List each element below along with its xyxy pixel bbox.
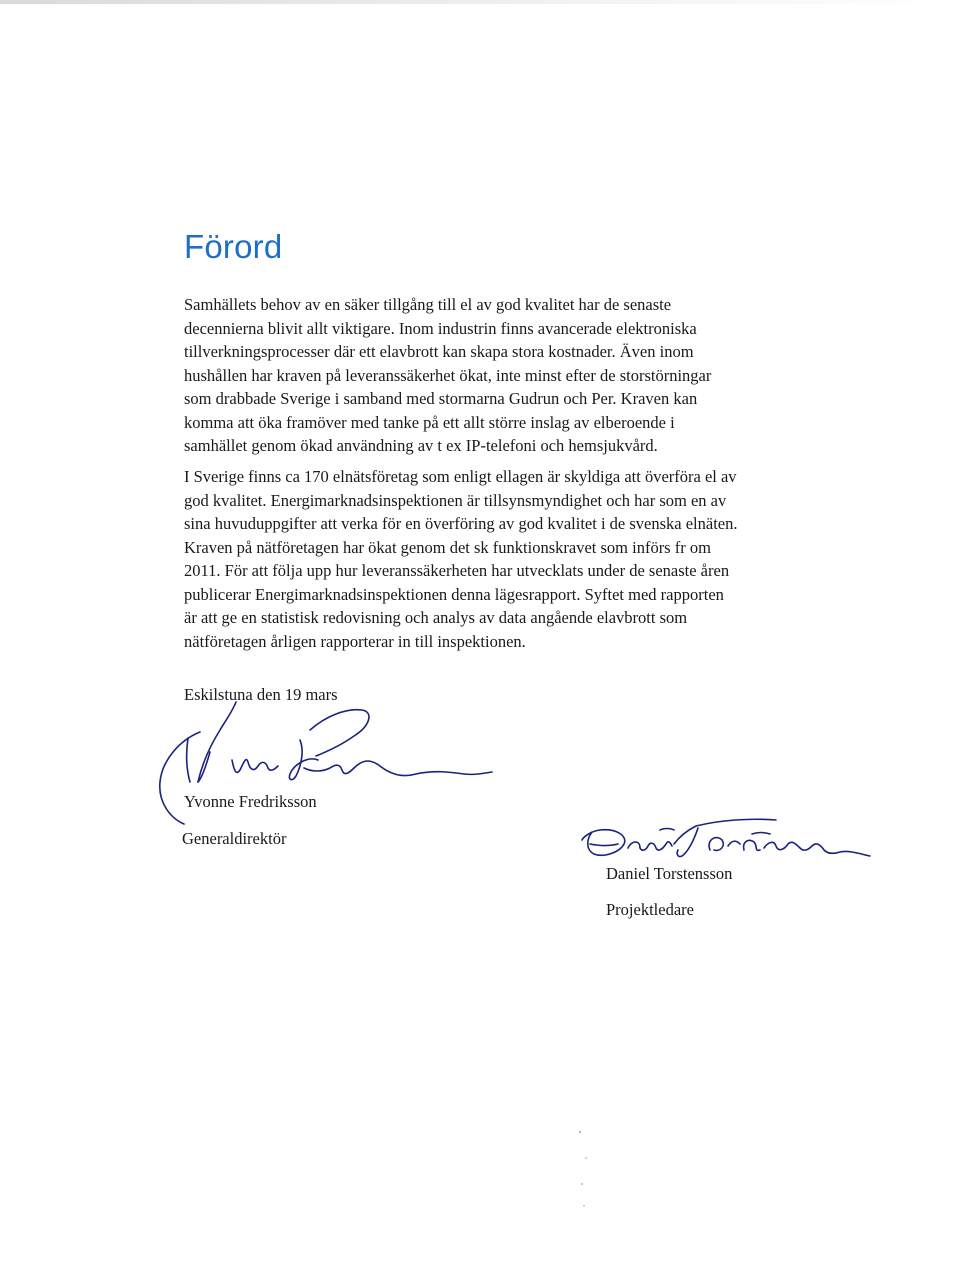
paragraph-line: decennierna blivit allt viktigare. Inom industrin finns avancerade elektroniska (184, 318, 697, 338)
paragraph-line: god kvalitet. Energimarknadsinspektionen är tillsynsmyndighet och har som en av (184, 490, 727, 510)
paragraph-line: sina huvuduppgifter att verka för en överföring av god kvalitet i de svenska elnäten. (184, 514, 738, 533)
paragraph-line: komma att öka framöver med tanke på ett allt större inslag av elberoende i (184, 412, 675, 432)
signatory-name-right: Daniel Torstensson (606, 864, 733, 883)
paragraph-line: Samhällets behov av en säker tillgång till el av god kvalitet har de senaste (184, 295, 672, 314)
paragraph-line: samhället genom ökad användning av t ex IP-telefoni och hemsjukvård. (184, 436, 658, 455)
paragraph-line: nätföretagen årligen rapporterar in till inspektionen. (184, 631, 526, 651)
paragraph-line: hushållen har kraven på leveranssäkerhet ökat, inte minst efter de storstörningar (184, 365, 712, 385)
paragraph-line: 2011. För att följa upp hur leveranssäkerheten har utvecklats under de senaste åren (184, 561, 730, 580)
paragraph-line: är att ge en statistisk redovisning och analys av data angående elavbrott som (184, 608, 688, 627)
paragraph-line: som drabbade Sverige i samband med stormarna Gudrun och Per. Kraven kan (184, 389, 698, 408)
paragraph-line: Kraven på nätföretagen har ökat genom det sk funktionskravet som införs fr om (184, 537, 711, 557)
signatory-title-left: Generaldirektör (182, 829, 287, 848)
paragraph-line: tillverkningsprocesser där ett elavbrott kan skapa stora kostnader. Även inom (184, 342, 694, 361)
paragraph-line: I Sverige finns ca 170 elnätsföretag som enligt ellagen är skyldiga att överföra el av (184, 467, 737, 486)
scan-specks (560, 1120, 620, 1220)
paragraph-line: publicerar Energimarknadsinspektionen denna lägesrapport. Syftet med rapporten (184, 584, 724, 604)
paragraph-1 (184, 293, 804, 458)
signatory-name-left: Yvonne Fredriksson (184, 792, 317, 811)
place-and-date: Eskilstuna den 19 mars (184, 685, 338, 704)
signatory-title-right: Projektledare (606, 900, 694, 919)
paragraph-2 (184, 465, 804, 653)
scan-edge (0, 0, 960, 4)
page-heading: Förord (184, 228, 283, 265)
